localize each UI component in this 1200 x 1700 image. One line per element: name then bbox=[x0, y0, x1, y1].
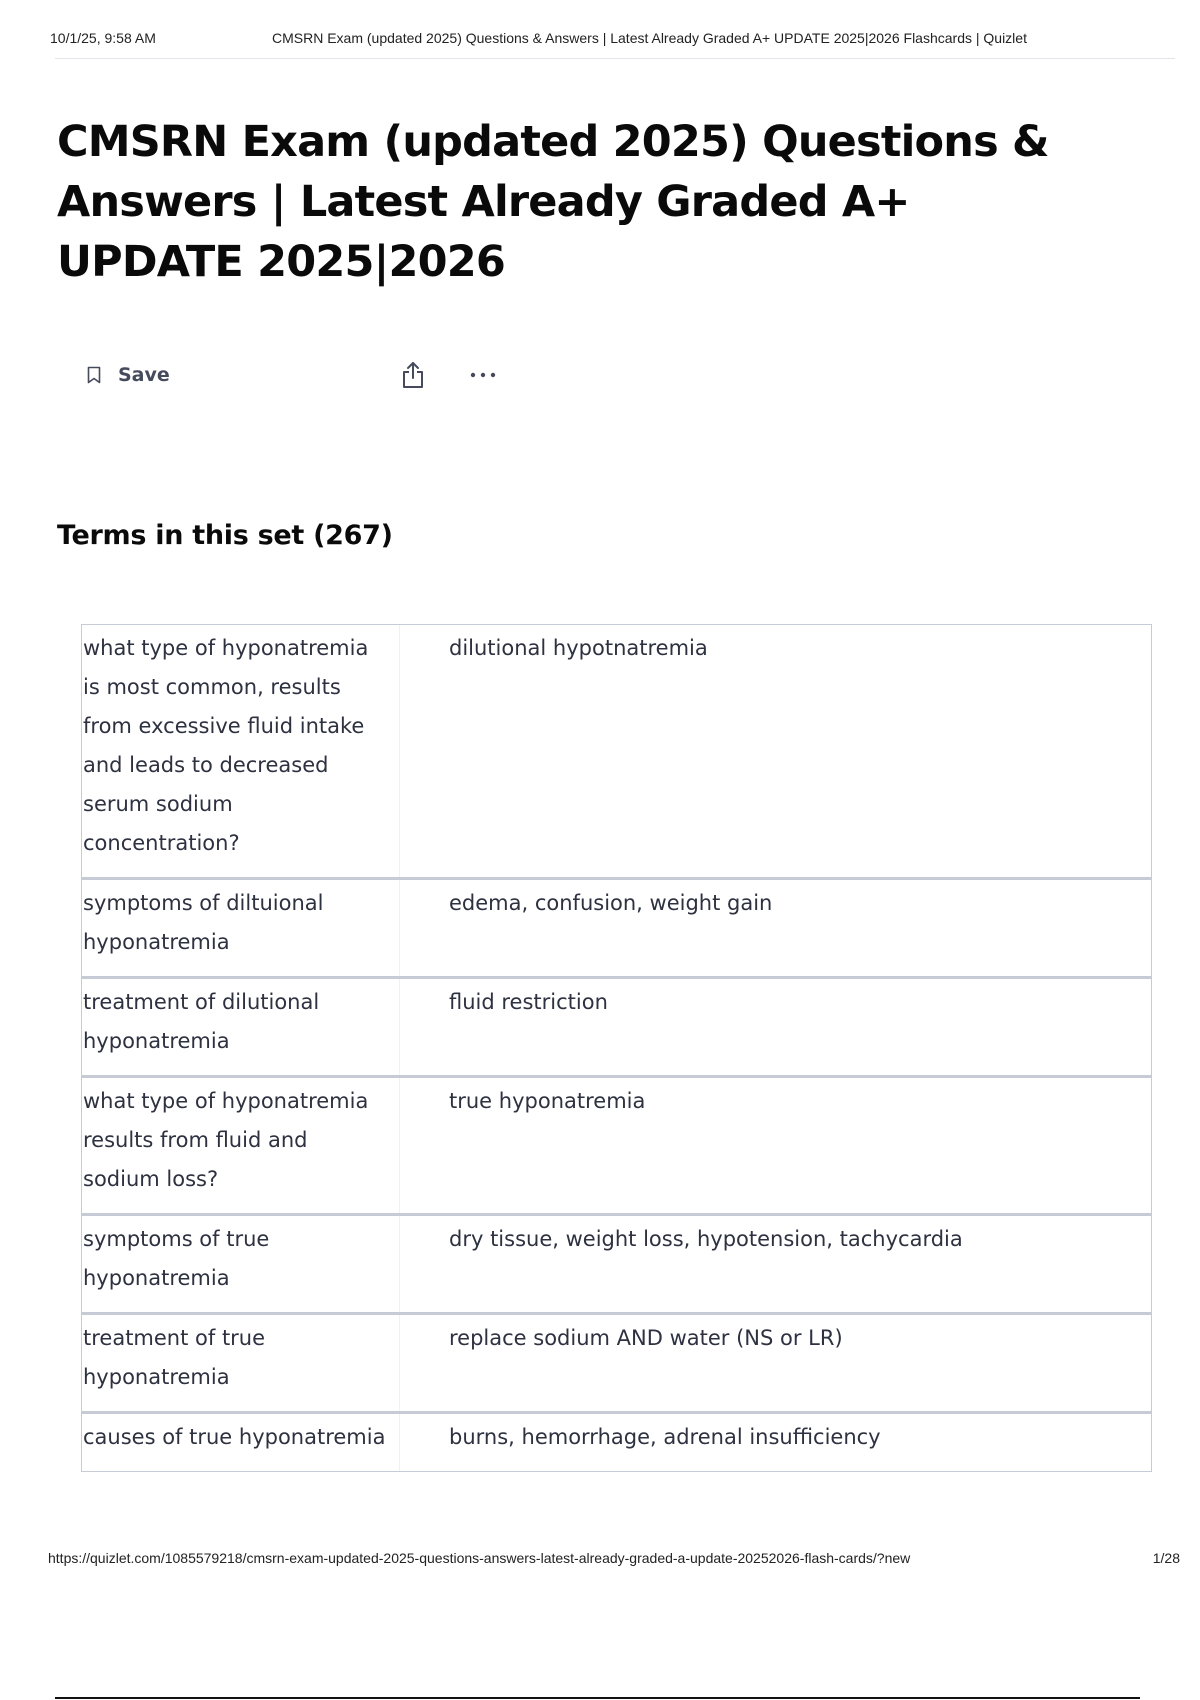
page-title: CMSRN Exam (updated 2025) Questions & Answers | Latest Already Graded A+ UPDATE 2025|2026 bbox=[57, 117, 1049, 287]
definition-text: burns, hemorrhage, adrenal insufficiency bbox=[449, 1425, 881, 1449]
print-date: 10/1/25, 9:58 AM bbox=[50, 30, 156, 46]
share-icon bbox=[400, 361, 426, 389]
print-url: https://quizlet.com/1085579218/cmsrn-exam-updated-2025-questions-answers-latest-already-graded-a-update-20252026-flash-cards/?new bbox=[48, 1550, 911, 1566]
term-text: symptoms of diltuional hyponatremia bbox=[82, 880, 400, 976]
definition-text: fluid restriction bbox=[449, 990, 608, 1014]
terms-heading: Terms in this set (267) bbox=[57, 520, 393, 551]
page-number: 1/28 bbox=[1152, 1550, 1180, 1566]
save-label: Save bbox=[118, 364, 170, 386]
definition-text: replace sodium AND water (NS or LR) bbox=[449, 1326, 843, 1350]
header-divider bbox=[55, 58, 1175, 59]
term-text: what type of hyponatremia is most common, results from excessive fluid intake and leads to decreased serum sodium concentration? bbox=[82, 625, 400, 877]
share-button[interactable] bbox=[398, 360, 428, 390]
more-options-button[interactable] bbox=[466, 360, 500, 390]
term-row bbox=[82, 1414, 1151, 1471]
bookmark-icon bbox=[86, 366, 102, 384]
more-options-icon bbox=[468, 371, 498, 379]
term-row bbox=[82, 880, 1151, 979]
save-button[interactable] bbox=[86, 360, 170, 390]
term-row bbox=[82, 1315, 1151, 1414]
terms-table bbox=[81, 624, 1152, 1472]
definition-text: dilutional hypotnatremia bbox=[449, 636, 708, 660]
term-row bbox=[82, 1078, 1151, 1216]
print-document-title: CMSRN Exam (updated 2025) Questions & Answers | Latest Already Graded A+ UPDATE 2025|2026 Flashcards | Quizlet bbox=[272, 30, 1027, 46]
term-row bbox=[82, 979, 1151, 1078]
term-text: treatment of true hyponatremia bbox=[82, 1315, 400, 1411]
term-text: what type of hyponatremia results from fluid and sodium loss? bbox=[82, 1078, 400, 1213]
definition-text: dry tissue, weight loss, hypotension, tachycardia bbox=[449, 1227, 963, 1251]
term-text: causes of true hyponatremia bbox=[82, 1414, 400, 1471]
term-row bbox=[82, 625, 1151, 880]
page-bottom-rule bbox=[55, 1697, 1140, 1699]
term-row bbox=[82, 1216, 1151, 1315]
definition-text: true hyponatremia bbox=[449, 1089, 646, 1113]
term-text: treatment of dilutional hyponatremia bbox=[82, 979, 400, 1075]
print-header bbox=[50, 30, 1150, 52]
definition-text: edema, confusion, weight gain bbox=[449, 891, 773, 915]
term-text: symptoms of true hyponatremia bbox=[82, 1216, 400, 1312]
